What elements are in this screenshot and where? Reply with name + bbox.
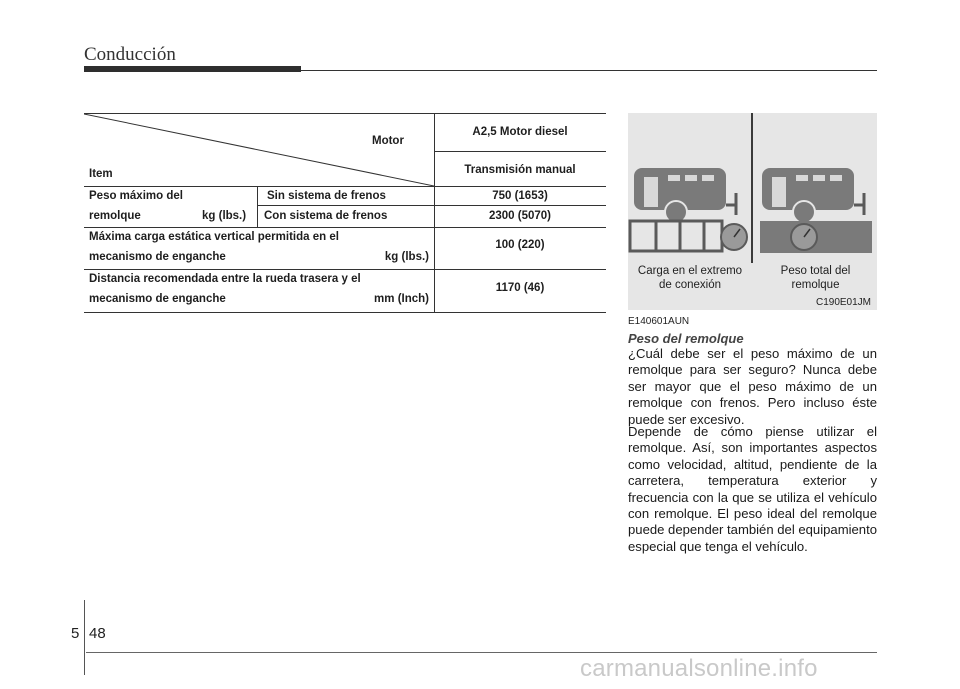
trailer-weight-illustration xyxy=(628,113,877,310)
trailer-spec-table xyxy=(84,113,606,313)
row2-label-line1: Máxima carga estática vertical permitida en el xyxy=(89,231,339,243)
row3-unit: mm (Inch) xyxy=(374,293,429,305)
row3-label-line2: mecanismo de enganche xyxy=(89,293,226,305)
illustration-divider xyxy=(751,113,753,263)
row1-label-line1: Peso máximo del xyxy=(89,190,183,202)
section-title: Peso del remolque xyxy=(628,331,744,346)
section-number: 5 xyxy=(71,625,80,642)
illustration-code: C190E01JM xyxy=(815,297,871,308)
row2-unit: kg (lbs.) xyxy=(384,251,429,263)
header-transmission: Transmisión manual xyxy=(464,164,576,176)
tongue-load-icon xyxy=(630,168,747,251)
paragraph-1: ¿Cuál debe ser el peso máximo de un remolque para ser seguro? Nunca debe ser mayor que el peso máximo de un remolque con frenos. Pero incluso éste puede ser excesivo. xyxy=(628,346,877,427)
row1-sub2-label: Con sistema de frenos xyxy=(264,210,388,222)
header-diagonal xyxy=(84,114,434,186)
header-rule xyxy=(301,70,877,71)
row1-unit: kg (lbs.) xyxy=(202,210,247,222)
caption-total-weight: Peso total del remolque xyxy=(780,265,851,291)
caption-tongue-load: Carga en el extremo de conexión xyxy=(637,265,743,291)
row2-value: 100 (220) xyxy=(495,239,545,251)
page-number: 48 xyxy=(89,625,106,642)
section-code: E140601AUN xyxy=(628,316,690,327)
watermark: carmanualsonline.info xyxy=(580,655,818,682)
row3-label-line1: Distancia recomendada entre la rueda trasera y el xyxy=(89,273,361,285)
row1-sub1-label: Sin sistema de frenos xyxy=(267,190,386,202)
footer-rule-vertical xyxy=(84,600,85,675)
page-header-title: Conducción xyxy=(84,44,176,65)
footer-rule xyxy=(86,652,877,653)
row1-sub1-value: 750 (1653) xyxy=(492,190,548,202)
header-engine: A2,5 Motor diesel xyxy=(472,126,568,138)
row2-label-line2: mecanismo de enganche xyxy=(89,251,226,263)
header-item-label: Item xyxy=(89,168,113,180)
header-bar xyxy=(84,66,301,72)
row1-sub2-value: 2300 (5070) xyxy=(488,210,552,222)
row3-value: 1170 (46) xyxy=(495,282,545,294)
total-weight-icon xyxy=(760,168,872,253)
paragraph-2: Depende de cómo piense utilizar el remolque. Así, son importantes aspectos como velocidad, altitud, pendiente de la carretera, temperatura exterior y frecuencia con la que se utiliza el vehículo con remolque. El peso ideal del remolque puede depender también del equipamiento especial que tenga el vehículo. xyxy=(628,424,877,554)
header-motor-label: Motor xyxy=(372,135,404,147)
row1-label-line2: remolque xyxy=(89,210,141,222)
